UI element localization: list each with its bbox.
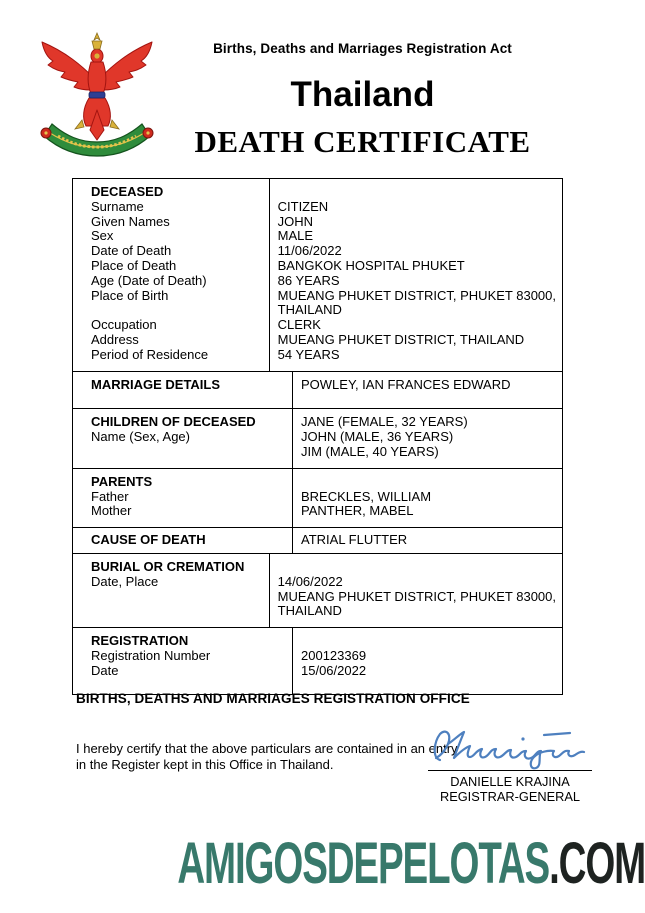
field-label [91,303,263,318]
field-value: 14/06/2022 [277,573,343,589]
section-children-of-deceased [73,408,562,467]
field-value: THAILAND [277,302,342,318]
signature-block [426,722,594,804]
field-value: THAILAND [277,603,342,619]
section-title: CHILDREN OF DECEASED [91,414,256,430]
field-value: 15/06/2022 [301,662,367,678]
field-label: Age (Date of Death) [91,272,207,288]
field-label: Place of Death [91,257,177,273]
section-title: PARENTS [91,473,153,489]
section-burial-or-cremation [73,553,562,627]
signature-line [428,770,592,771]
field-value: MALE [277,228,314,244]
site-watermark [177,831,645,897]
field-label [91,590,263,605]
section-deceased [73,179,562,371]
field-value: 86 YEARS [277,272,340,288]
certification-line: in the Register kept in this Office in Thailand. [76,756,334,772]
field-value: MUEANG PHUKET DISTRICT, PHUKET 83000, [277,588,556,604]
section-title: DECEASED [91,184,164,199]
section-title-value [301,634,556,649]
section-cause-of-death [73,527,562,553]
document-title: DEATH CERTIFICATE [194,124,531,159]
field-value: JOHN (MALE, 36 YEARS) [301,429,454,445]
signature-script-icon [426,722,594,770]
office-heading: BIRTHS, DEATHS AND MARRIAGES REGISTRATION OFFICE [76,691,470,706]
registrar-role: REGISTRAR-GENERAL [439,788,581,804]
field-value: JIM (MALE, 40 YEARS) [301,443,439,459]
field-value: 54 YEARS [277,346,340,362]
certification-line: I hereby certify that the above particulars are contained in an entry [76,741,458,756]
watermark-name: AMIGOSDEPELOTAS [177,831,549,897]
field-value: CLERK [277,317,321,333]
field-value: PANTHER, MABEL [301,503,414,519]
certification-statement [76,741,458,772]
registrar-name: DANIELLE KRAJINA [450,774,570,789]
field-value: BANGKOK HOSPITAL PHUKET [277,257,465,273]
field-label: Father [91,488,129,504]
field-label: Registration Number [91,647,211,663]
field-value: MUEANG PHUKET DISTRICT, THAILAND [277,331,525,347]
section-title: BURIAL OR CREMATION [91,558,245,574]
field-label [91,445,286,460]
field-label: Mother [91,503,132,519]
section-title-value [278,560,556,575]
section-title: MARRIAGE DETAILS [91,376,221,392]
section-marriage-details [73,371,562,409]
section-title-value [301,475,556,490]
field-label: Date [91,662,119,678]
field-label: Date of Death [91,243,172,259]
section-registration [73,627,562,693]
field-label [91,604,263,619]
field-label: Address [91,331,139,347]
watermark-tld: .COM [548,831,645,897]
field-value: CITIZEN [277,198,329,214]
act-title: Births, Deaths and Marriages Registration Act [213,41,512,56]
field-label: Sex [91,228,114,244]
field-label: Place of Birth [91,287,169,303]
field-value: MUEANG PHUKET DISTRICT, PHUKET 83000, [277,287,556,303]
field-label: Given Names [91,213,170,229]
field-label: Name (Sex, Age) [91,429,190,445]
section-title-value [278,185,556,200]
field-value: 200123369 [301,647,367,663]
country-title: Thailand [290,75,435,114]
field-value: BRECKLES, WILLIAM [301,488,432,504]
field-value: 11/06/2022 [277,243,342,259]
field-value: JOHN [277,213,314,229]
section-title: CAUSE OF DEATH [91,532,206,548]
certificate-table [72,178,563,695]
field-label: Date, Place [91,573,159,589]
section-parents [73,468,562,527]
section-title-value: POWLEY, IAN FRANCES EDWARD [301,376,511,392]
section-title-value: JANE (FEMALE, 32 YEARS) [301,414,468,430]
field-label: Period of Residence [91,346,209,362]
field-label: Surname [91,198,144,214]
section-title-value: ATRIAL FLUTTER [301,532,408,548]
field-label: Occupation [91,317,157,333]
section-title: REGISTRATION [91,633,189,649]
